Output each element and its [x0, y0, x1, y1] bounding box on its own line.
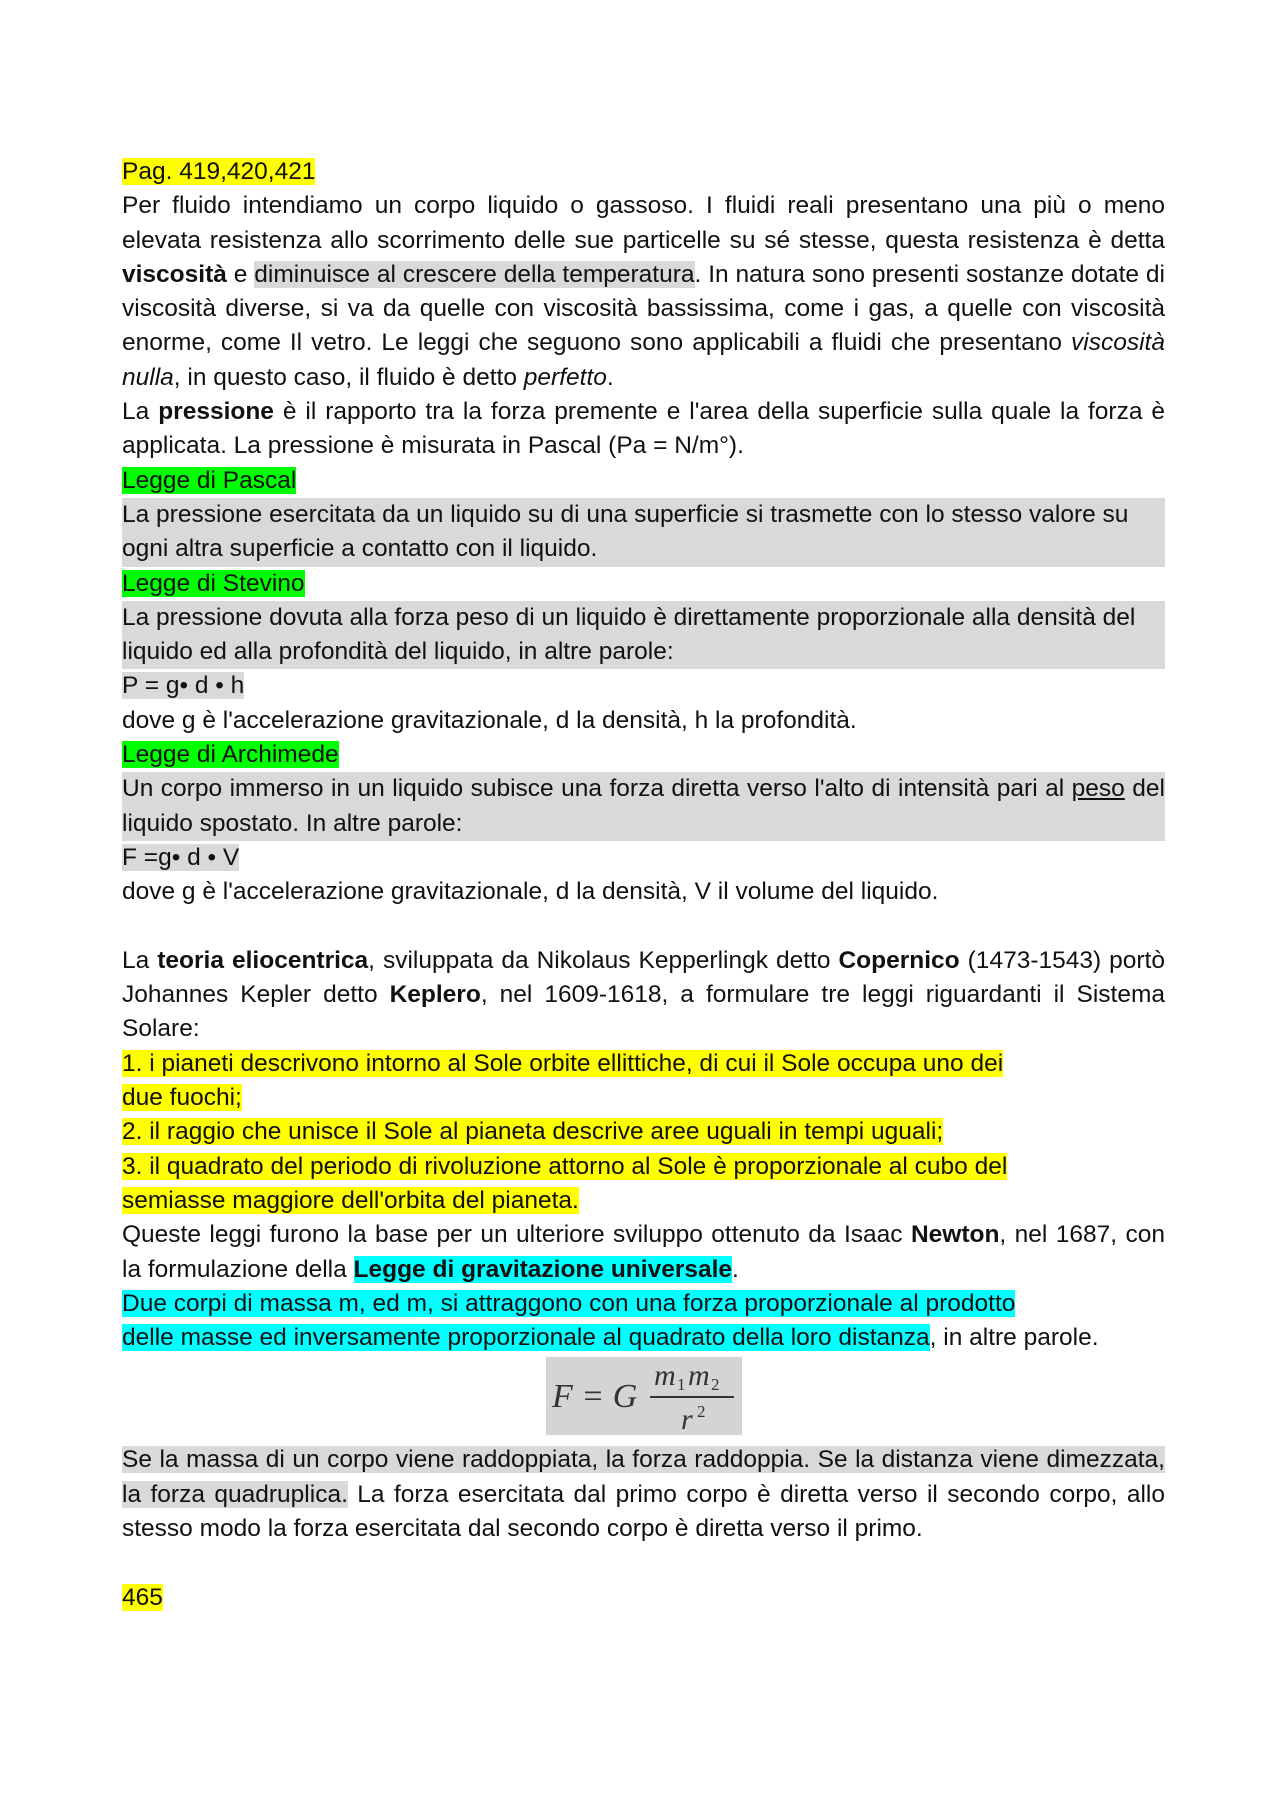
- stevino-formula: P = g• d • h: [122, 672, 245, 700]
- stevino-heading: Legge di Stevino: [122, 569, 305, 597]
- formula-exp: 2: [696, 1402, 705, 1422]
- term-copernico: Copernico: [838, 946, 960, 974]
- formula-svg: [546, 1357, 742, 1435]
- term-legge-gravitazione: Legge di gravitazione universale: [353, 1255, 733, 1283]
- formula-lhs: F = G: [551, 1378, 637, 1416]
- formula-m1: m: [653, 1359, 676, 1393]
- page-reference: [122, 155, 1165, 189]
- archimede-formula: F =g• d • V: [122, 843, 240, 871]
- final-paragraph: Se la massa di un corpo viene raddoppiata, la forza raddoppia. Se la distanza viene dimezzata, la forza quadruplica. La forza esercitata dal primo corpo è diretta verso il secondo corpo, allo stesso modo la forza esercitata dal secondo corpo è diretta verso il primo.: [122, 1446, 1165, 1542]
- term-keplero: Keplero: [389, 981, 481, 1009]
- formula-m2: m: [687, 1359, 710, 1393]
- page-number: 465: [122, 1583, 163, 1611]
- term-perfetto: perfetto: [523, 363, 607, 391]
- pascal-heading: Legge di Pascal: [122, 466, 297, 494]
- page-reference-label: Pag. 419,420,421: [122, 158, 316, 185]
- formula-image: [546, 1357, 742, 1435]
- paragraph-gap: [122, 910, 1165, 944]
- term-pressione: pressione: [158, 398, 274, 426]
- formula-sub1: 1: [676, 1375, 685, 1395]
- gravitation-law: Due corpi di massa m, ed m, si attraggono con una forza proporzionale al prodotto delle masse ed inversamente proporzionale al quadrato della loro distanza, in altre parole.: [122, 1289, 1099, 1352]
- formula-sub2: 2: [710, 1375, 719, 1395]
- newton-paragraph: Queste leggi furono la base per un ulteriore sviluppo ottenuto da Isaac Newton, nel 1687, con la formulazione della Legge di gravitazione universale.: [122, 1221, 1165, 1283]
- kepler-law-1: 1. i pianeti descrivono intorno al Sole orbite ellittiche, di cui il Sole occupa uno dei due fuochi;: [122, 1049, 1004, 1112]
- term-peso: peso: [1071, 775, 1125, 803]
- term-viscosita: viscosità: [122, 260, 227, 288]
- term-teoria-eliocentrica: teoria eliocentrica: [157, 946, 369, 974]
- stevino-explanation: dove g è l'accelerazione gravitazionale, d la densità, h la profondità.: [122, 706, 857, 734]
- kepler-law-2: 2. il raggio che unisce il Sole al pianeta descrive aree uguali in tempi uguali;: [122, 1118, 944, 1146]
- archimede-heading: Legge di Archimede: [122, 741, 339, 769]
- paragraph-gap-2: [122, 1546, 1165, 1580]
- kepler-intro-paragraph: La teoria eliocentrica, sviluppata da Nikolaus Kepperlingk detto Copernico (1473-1543) portò Johannes Kepler detto Keplero, nel 1609-1618, a formulare tre leggi riguardanti il Sistema Solare:: [122, 946, 1165, 1043]
- term-viscosita-nulla: viscosità nulla: [122, 329, 1165, 391]
- stevino-text: La pressione dovuta alla forza peso di un liquido è direttamente proporzionale alla densità del liquido ed alla profondità del liquido, in altre parole:: [122, 601, 1165, 670]
- archimede-text: Un corpo immerso in un liquido subisce una forza diretta verso l'alto di intensità pari al peso del liquido spostato. In altre parole:: [122, 772, 1165, 841]
- kepler-law-3: 3. il quadrato del periodo di rivoluzione attorno al Sole è proporzionale al cubo del semiasse maggiore dell'orbita del pianeta.: [122, 1152, 1008, 1214]
- intro-paragraph: Per fluido intendiamo un corpo liquido o gassoso. I fluidi reali presentano una più o meno elevata resistenza allo scorrimento delle sue particelle su sé stesse, questa resistenza è detta viscosità e diminuisce al crescere della temperatura. In natura sono presenti sostanze dotate di viscosità diverse, si va da quelle con viscosità bassissima, come i gas, a quelle con viscosità enorme, come Il vetro. Le leggi che seguono sono applicabili a fluidi che presentano viscosità nulla, in questo caso, il fluido è detto perfetto.: [122, 192, 1166, 391]
- pascal-text: La pressione esercitata da un liquido su di una superficie si trasmette con lo stesso valore su ogni altra superficie a contatto con il liquido.: [122, 498, 1165, 567]
- gravitation-formula: [122, 1355, 1165, 1443]
- term-newton: Newton: [910, 1221, 1000, 1249]
- pressure-paragraph: La pressione è il rapporto tra la forza premente e l'area della superficie sulla quale la forza è applicata. La pressione è misurata in Pascal (Pa = N/m°).: [122, 398, 1166, 460]
- document-page: [122, 155, 1165, 1615]
- archimede-explanation: dove g è l'accelerazione gravitazionale, d la densità, V il volume del liquido.: [122, 878, 939, 906]
- formula-r: r: [680, 1403, 693, 1436]
- highlight-temperature: diminuisce al crescere della temperatura: [254, 260, 695, 288]
